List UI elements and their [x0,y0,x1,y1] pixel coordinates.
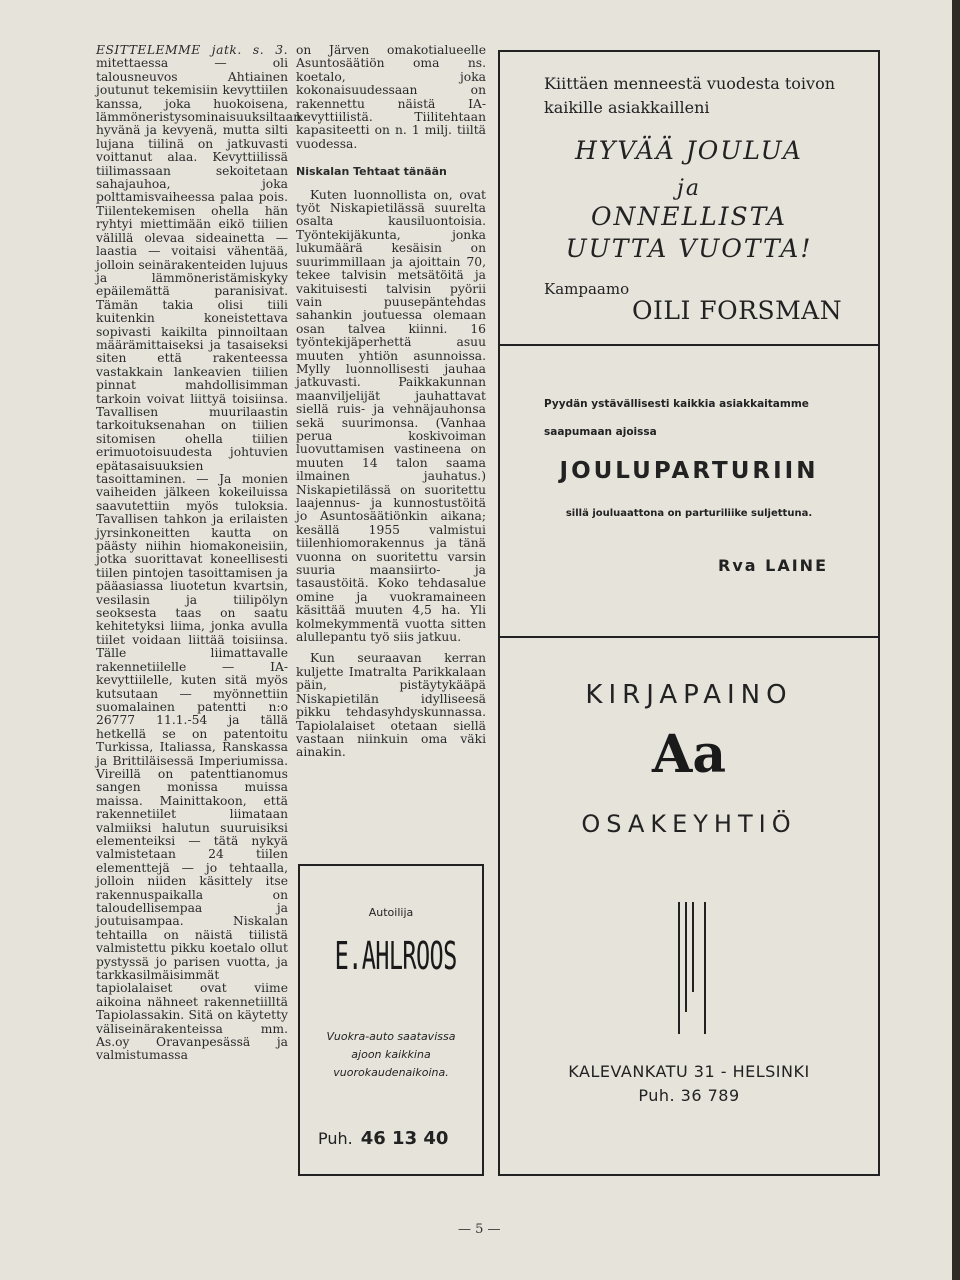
article-paragraph [96,43,301,1063]
greeting-line: ONNELLISTA [590,202,788,231]
ad-kampaamo-forsman [498,50,880,346]
decorative-rule [692,902,694,992]
continued-from-label: ESITTELEMME jatk. s. 3. [96,43,288,57]
business-name: OILI FORSMAN [632,296,843,325]
ad-text-line: saapumaan ajoissa [544,426,657,438]
ad-subheadline: OSAKEYHTIÖ [581,810,797,838]
ad-headline: KIRJAPAINO [585,680,793,710]
page-edge [952,0,960,1280]
business-type: Kampaamo [544,280,630,298]
article-column-left [96,43,301,1063]
blackletter-logo: Aa [651,724,727,785]
page-number: — 5 — [458,1222,501,1237]
article-text: mitettaessa — oli talousneuvos Ahtiainen joutunut tekemisiin kevyttiilen kanssa, joka huokoisena, lämmöneristysominaisuuksiltaan hyvänä ja kevyenä, mutta silti lujana tiilinä on jatkuvasti voittanut alaa. Kevyttiilissä tiilimassaan sekoitetaan sahajauhoa, joka polttamisvaiheessa palaa pois. Tiilentekemisen ohella hän ryhtyi miettimään eikö tiilien välillä olevaa sideainetta — laastia — voitaisi vähentää, jolloin seinärakenteiden lujuus ja lämmöneristämiskyky epäilemättä paranisivat. Tämän takia olisi tiili kuitenkin koneistettava sopivasti kaikilta pinnoiltaan määrämittaiseksi ja tasaiseksi siten että rakenteessa vastakkain lankeavien tiilien pinnat mahdollisimman tarkoin voivat liittyä toisiinsa. Tavallisen muurilaastin tarkoituksenahan on tiilien sitomisen ohella tiilien erimuotoisuudesta johtuvien epätasaisuuksien tasoittaminen. — Ja monien vaiheiden jälkeen kokeiluissa saavutettiin myös tuloksia. Tavallisen tahkon ja erilaisten jyrsinkoneitten kautta on päästy niihin hiomakoneisiin, jotka suorittavat koneellisesti tiilen pintojen tasoittamisen ja pääasiassa liuotetun kvartsin, vesilasin ja tiilipölyn seoksesta taas on saatu kehitetyksi liima, jonka avulla tiilet voidaan liittää toisiinsa. Tälle liimattavalle rakennetiilelle — IA-kevyttiilelle, kuten sitä myös kutsutaan — myönnettiin suomalainen patentti n:o 26777 11.1.-54 ja tällä hetkellä se on patentoitu Turkissa, Italiassa, Ranskassa ja Brittiläisessä Imperiumissa. Vireillä on patenttianomus sangen monissa muissa maissa. Mainittakoon, että rakennetiilet liimataan valmiiksi halutun suuruisiksi elementeiksi — tätä nykyä valmistetaan 24 tiilen elementtejä — jo tehtaalla, jolloin niiden käsittely itse rakennuspaikalla on taloudellisempaa ja joutuisampaa. Niskalan tehtailla on näistä tiilistä valmistettu pikku koetalo ollut pystyssä jo parisen vuotta, ja tarkkasilmäisimmät tapiolalaiset ovat viime aikoina nähneet rakennetiilltä Tapiolassakin. Sitä on käytetty väliseinärakenteissa mm. As.oy Oravanpesässä ja valmistumassa [96,56,301,1063]
article-paragraph: on Järven omakotialueelle Asuntosäätiön oma ns. koetalo, joka kokonaisuudessaan on rakennettu näistä IA-kevyttiilistä. Tiilitehtaan kapasiteetti on n. 1 milj. tiiltä vuodessa. [296,43,486,151]
article-column-right [296,44,486,760]
ad-jouluparturi [498,344,880,640]
greeting-line: HYVÄÄ JOULUA [575,136,803,165]
ad-headline: JOULUPARTURIIN [559,458,819,484]
ad-label: Autoilija [368,906,414,919]
decorative-rule [685,902,687,1012]
ad-autoilija-ahlroos [298,864,484,1176]
phone: Puh. 36 789 [638,1086,740,1105]
article-paragraph: Kun seuraavan kerran kuljette Imatralta Parikkalaan päin, pistäytykääpä Niskapietilän idylliseesä pikku tehdasyhdyskunnassa. Tapiolalaiset otetaan siellä vastaan niinkuin oma väki ainakin. [296,651,486,760]
phone-number: 46 13 40 [360,1128,449,1149]
address: KALEVANKATU 31 - HELSINKI [568,1062,810,1081]
business-name: E.AHLROOS [334,934,457,978]
ad-intro [544,72,835,120]
ad-text: Vuokra-auto saatavissa ajoon kaikkina vuorokaudenaikoina. [326,1030,456,1079]
phone-label: Puh. [318,1129,353,1148]
ad-text-line: sillä jouluaattona on parturiliike suljettuna. [565,508,813,519]
ad-signature: Rva LAINE [718,556,828,575]
greeting-line: UUTTA VUOTTA! [565,234,813,263]
article-paragraph: Kuten luonnollista on, ovat työt Niskapietilässä suurelta osalta kausiluontoisia. Työntekijäkunta, jonka lukumäärä kesäisin on suurimmillaan ja ajoittain 70, tekee talvisin metsätöitä ja vakituisesti talvisin pyörii vain puusepäntehdas sahankin joutuessa olemaan osan talvea kiinni. 16 työntekijäperhettä asuu muuten yhtiön asunnoissa. Mylly luonnollisesti jauhaa jatkuvasti. Paikkakunnan maanviljelijät jauhattavat siellä ruis- ja vehnäjauhonsa sekä suurimonsa. (Vanhaa perua koskivoiman luovuttamisen vastineena on muuten 14 talon saama ilmainen jauhatus.) Niskapietilässä on suoritettu laajennus- ja kunnostustöitä jo Asuntosäätiönkin aikana; kesällä 1955 valmistui tiilenhiomorakennus ja tänä vuonna on suoritettu varsin suuria maansiirto- ja tasaustöitä. Koko tehdasalue omine ja vuokramaineen käsittää muuten 4,5 ha. Yli kolmekymmentä vuotta sitten alullepantu työ siis jatkuu. [296,187,486,645]
ad-intro-line: kaikille asiakkailleni [544,98,710,117]
ad-intro-line: Kiittäen menneestä vuodesta toivon [544,74,836,93]
section-subheading: Niskalan Tehtaat tänään [296,165,447,179]
greeting-line: ja [677,176,701,201]
decorative-rule [678,902,680,1034]
ad-kirjapaino [498,636,880,1176]
ad-text-line: Pyydän ystävällisesti kaikkia asiakkaitamme [544,398,809,410]
decorative-rule [704,902,706,1034]
phone [318,1128,448,1149]
